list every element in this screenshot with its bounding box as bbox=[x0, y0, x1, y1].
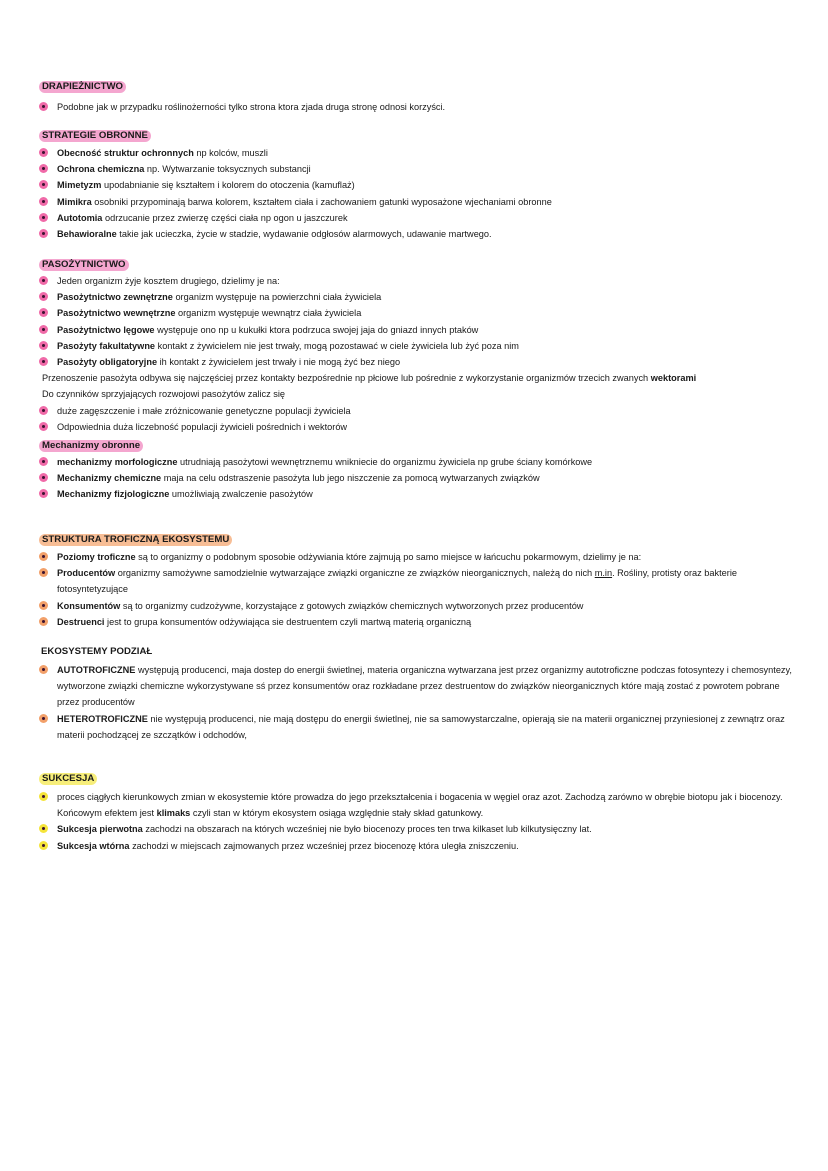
list-item: Poziomy troficzne są to organizmy o podobnym sposobie odżywiania które zajmują po samo miejsce w łańcuchu pokarmowym, dzielimy je na: bbox=[38, 549, 798, 565]
list-item: Odpowiednia duża liczebność populacji żywicieli pośrednich i wektorów bbox=[38, 419, 798, 435]
list-item: Sukcesja wtórna zachodzi w miejscach zajmowanych przez wcześniej przez biocenozę która uległa zniszczeniu. bbox=[38, 838, 798, 854]
section-strategie-obronne bbox=[38, 125, 798, 242]
list-item: Pasożytnictwo lęgowe występuje ono np u kukułki ktora podrzuca swojej jaja do gniazd innych ptaków bbox=[38, 322, 798, 338]
list-item: Mimetyzm upodabnianie się kształtem i kolorem do otoczenia (kamuflaż) bbox=[38, 177, 798, 193]
list-item: duże zagęszczenie i małe zróżnicowanie genetyczne populacji żywiciela bbox=[38, 403, 798, 419]
bullet-icon bbox=[39, 357, 48, 366]
bullet-icon bbox=[39, 276, 48, 285]
list-item: Pasożyty fakultatywne kontakt z żywicielem nie jest trwały, mogą pozostawać w ciele żywiciela lub żyć poza nim bbox=[38, 338, 798, 354]
list-item: Pasożytnictwo zewnętrzne organizm występuje na powierzchni ciała żywiciela bbox=[38, 289, 798, 305]
list-item: Ochrona chemiczna np. Wytwarzanie toksycznych substancji bbox=[38, 161, 798, 177]
section-ekosystemy-podzial bbox=[38, 641, 798, 743]
list-item: Sukcesja pierwotna zachodzi na obszarach na których wcześniej nie było biocenozy proces ten trwa kilkaset lub kilkutysięczny lat. bbox=[38, 821, 798, 837]
section-struktura-troficzna bbox=[38, 529, 798, 630]
bullet-icon bbox=[39, 102, 48, 111]
section-heading: EKOSYSTEMY PODZIAŁ bbox=[41, 646, 153, 657]
bullet-icon bbox=[39, 841, 48, 850]
bullet-icon bbox=[39, 213, 48, 222]
list-item: AUTOTROFICZNE występują producenci, maja dostep do energii świetlnej, materia organiczna wytwarzana jest przez organizmy autotroficzne podczas fotosyntezy i chemosyntezy, wytworzone związki chemiczne wykorzystywane sś przez konsumentów oraz rozkładane przez destruentow do związków nieorganicznych które mają zostać z powrotem pobrane przez producentów bbox=[38, 662, 798, 711]
bullet-icon bbox=[39, 552, 48, 561]
section-sukcesja bbox=[38, 768, 798, 854]
list-item: Destruenci jest to grupa konsumentów odżywiająca sie destruentem czyli martwą materią organiczną bbox=[38, 614, 798, 630]
section-heading: SUKCESJA bbox=[39, 773, 97, 785]
bullet-icon bbox=[39, 197, 48, 206]
list-item: Jeden organizm żyje kosztem drugiego, dzielimy je na: bbox=[38, 273, 798, 289]
bullet-icon bbox=[39, 325, 48, 334]
bullet-icon bbox=[39, 665, 48, 674]
list-item: Autotomia odrzucanie przez zwierzę części ciała np ogon u jaszczurek bbox=[38, 210, 798, 226]
bullet-icon bbox=[39, 457, 48, 466]
bullet-icon bbox=[39, 792, 48, 801]
list-item: HETEROTROFICZNE nie występują producenci, nie mają dostępu do energii świetlnej, nie sa samowystarczalne, opierają sie na materii organicznej przyniesionej z zewnątrz oraz materii pochodzącej ze szczątków i odchodów, bbox=[38, 711, 798, 743]
bullet-icon bbox=[39, 601, 48, 610]
section-heading: PASOŻYTNICTWO bbox=[39, 259, 129, 271]
list-item: mechanizmy morfologiczne utrudniają pasożytowi wewnętrznemu wnikniecie do organizmu żywiciela np grube ściany komórkowe bbox=[38, 454, 798, 470]
note-line: Przenoszenie pasożyta odbywa się najczęściej przez kontakty bezpośrednie np płciowe lub pośrednie z wykorzystanie organizmów trzecich zwanych wektorami bbox=[42, 373, 697, 384]
list-item: Behawioralne takie jak ucieczka, życie w stadzie, wydawanie odgłosów alarmowych, udawanie martwego. bbox=[38, 226, 798, 242]
section-drapieznictwo bbox=[38, 76, 798, 115]
list-item: Obecność struktur ochronnych np kolców, muszli bbox=[38, 145, 798, 161]
list-item: Producentów organizmy samożywne samodzielnie wytwarzające związki organiczne ze związków nieorganicznych, należą do nich m.in. Rośliny, protisty oraz bakterie fotosyntetyzujące bbox=[38, 565, 798, 597]
bullet-icon bbox=[39, 714, 48, 723]
bullet-icon bbox=[39, 229, 48, 238]
list-item: proces ciągłych kierunkowych zmian w ekosystemie które prowadza do jego przekształcenia i bogacenia w węgiel oraz azot. Zachodzą zarówno w obrębie biotopu jak i biocenozy. Końcowym efektem jest klimaks czyli stan w którym ekosystem osiąga względnie stały skład gatunkowy. bbox=[38, 789, 798, 821]
bullet-icon bbox=[39, 617, 48, 626]
bullet-icon bbox=[39, 341, 48, 350]
subsection-heading: Mechanizmy obronne bbox=[39, 440, 143, 452]
list-item: Pasożyty obligatoryjne ih kontakt z żywicielem jest trwały i nie mogą żyć bez niego bbox=[38, 354, 798, 370]
list-item: Podobne jak w przypadku roślinożerności tylko strona ktora zjada druga stronę odnosi korzyści. bbox=[38, 99, 798, 115]
list-item: Mimikra osobniki przypominają barwa kolorem, kształtem ciała i zachowaniem gatunki wyposażone wjechaniami obronne bbox=[38, 194, 798, 210]
list-item: Mechanizmy chemiczne maja na celu odstraszenie pasożyta lub jego niszczenie za pomocą wytwarzanych związków bbox=[38, 470, 798, 486]
section-heading: STRUKTURA TROFICZNĄ EKOSYSTEMU bbox=[39, 534, 232, 546]
section-heading: DRAPIEŻNICTWO bbox=[39, 81, 126, 93]
bullet-icon bbox=[39, 422, 48, 431]
note-line: Do czynników sprzyjających rozwojowi pasożytów zalicz się bbox=[42, 389, 286, 400]
section-heading: STRATEGIE OBRONNE bbox=[39, 130, 151, 142]
list-item: Mechanizmy fizjologiczne umożliwiają zwalczenie pasożytów bbox=[38, 486, 798, 502]
bullet-icon bbox=[39, 148, 48, 157]
list-item: Konsumentów są to organizmy cudzożywne, korzystające z gotowych związków chemicznych wytworzonych przez producentów bbox=[38, 598, 798, 614]
list-item: Pasożytnictwo wewnętrzne organizm występuje wewnątrz ciała żywiciela bbox=[38, 305, 798, 321]
section-pasozytnictwo bbox=[38, 254, 798, 503]
bullet-icon bbox=[39, 406, 48, 415]
